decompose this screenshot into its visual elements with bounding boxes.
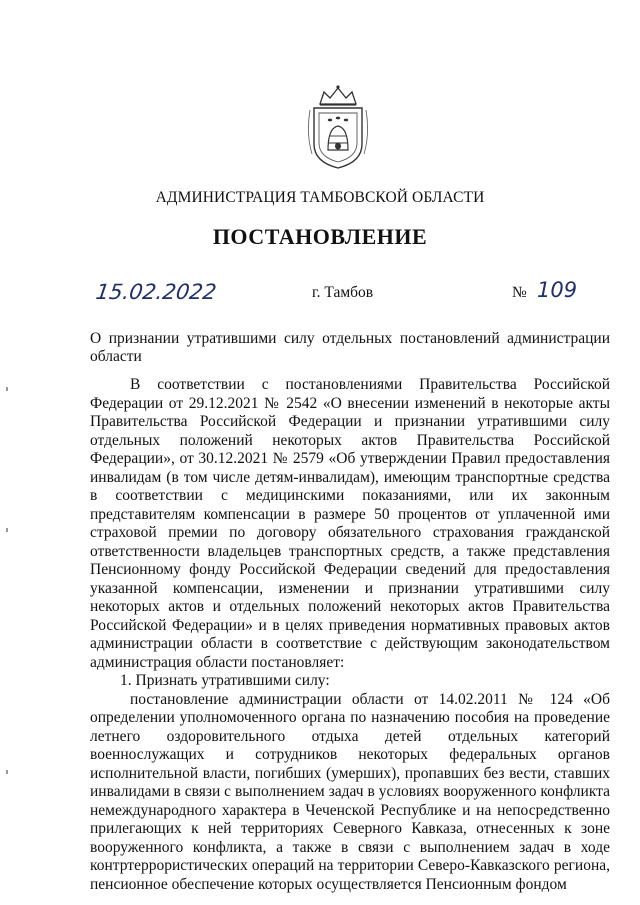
- number-label: №: [512, 284, 527, 301]
- clause-1-paragraph: постановление администрации области от 14.02.2011 № 124 «Об определении уполномоченного органа по назначению пособия на проведение летнего оздоровительного отдыха детей отдельных категорий военнослужащих и сотрудников некоторых федеральных органов исполнительной власти, погибших (умерших), пропавших без вести, ставших инвалидами в связи с выполнением задач в условиях вооруженного конфликта немеждународного характера в Чеченской Республике и на непосредственно прилегающих к ней территориях Северного Кавказа, отнесенных к зоне вооруженного конфликта, а также в связи с выполнением задач в ходе контртеррористических операций на территории Северо-Кавказского региона, пенсионное обеспечение которых осуществляется Пенсионным фондом: [90, 690, 610, 893]
- organization-name: АДМИНИСТРАЦИЯ ТАМБОВСКОЙ ОБЛАСТИ: [155, 189, 485, 206]
- clause-1-heading: 1. Признать утратившими силу:: [120, 672, 330, 689]
- city: г. Тамбов: [312, 284, 374, 301]
- scan-margin-mark: [6, 770, 8, 774]
- preamble-paragraph: В соответствии с постановлениями Правительства Российской Федерации от 29.12.2021 № 2542 «О внесении изменений в некоторые акты Правительства Российской Федерации и признании утратившими силу отдельных положений некоторых актов Правительства Российской Федерации», от 30.12.2021 № 2579 «Об утверждении Правил предоставления инвалидам (в том числе детям-инвалидам), имеющим транспортные средства в соответствии с медицинскими показаниями, или их законным представителям компенсации в размере 50 процентов от уплаченной ими страховой премии по договору обязательного страхования гражданской ответственности владельцев транспортных средств, а также представления Пенсионному фонду Российской Федерации сведений для предоставления указанной компенсации, изменении и признании утратившими силу некоторых актов и отдельных положений некоторых актов Правительства Российской Федерации» и в целях приведения нормативных правовых актов администрации области в соответствие с действующим законодательством администрация области постановляет:: [90, 376, 610, 671]
- tambov-coat-of-arms-icon: [302, 84, 374, 170]
- handwritten-number: 109: [537, 278, 578, 302]
- handwritten-date: 15.02.2022: [94, 280, 218, 304]
- document-body: [90, 376, 610, 894]
- document-type-title: ПОСТАНОВЛЕНИЕ: [212, 224, 428, 249]
- scan-margin-mark: [6, 387, 8, 391]
- scan-margin-mark: [6, 528, 8, 532]
- document-subject: О признании утратившими силу отдельных постановлений администрации области: [90, 330, 610, 365]
